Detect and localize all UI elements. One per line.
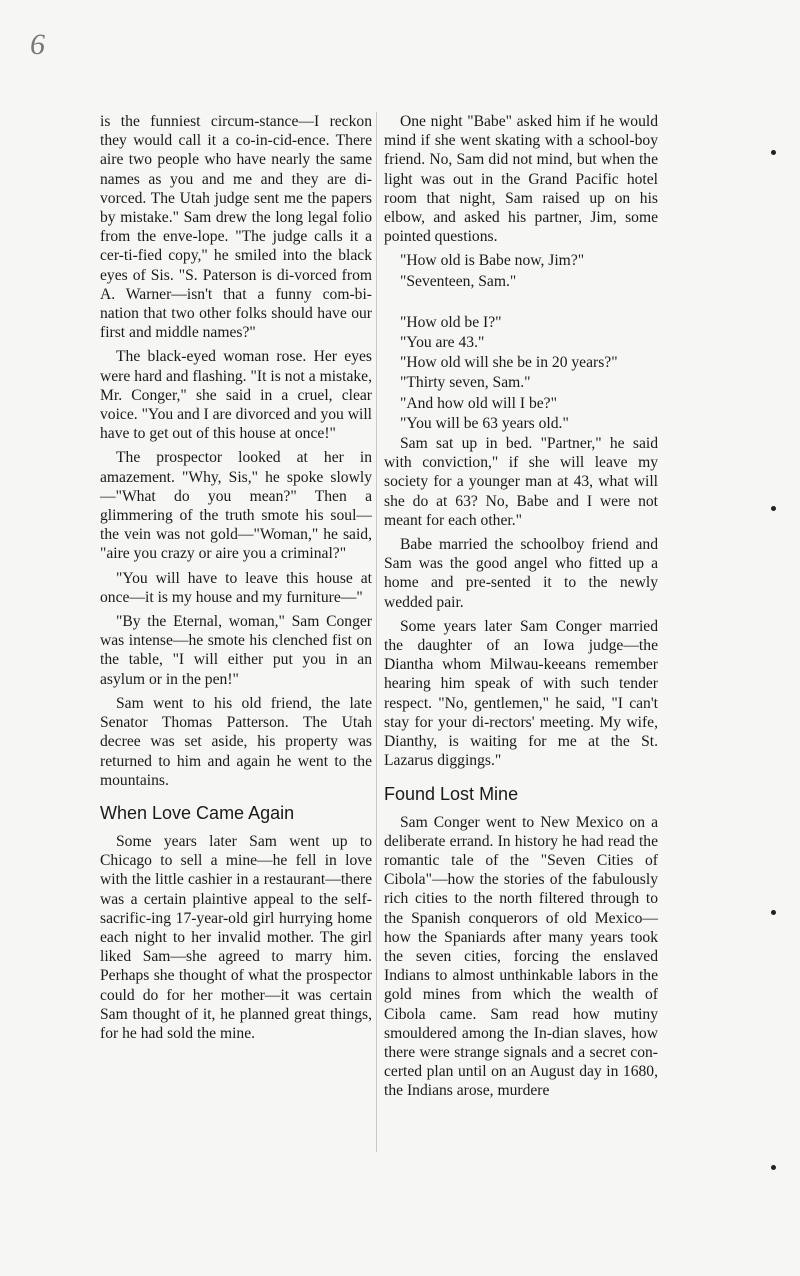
dialog-line: "You will be 63 years old." — [400, 414, 569, 432]
scan-speck — [771, 910, 776, 915]
article-paragraph: "By the Eternal, woman," Sam Conger was intense—he smote his clenched fist on the table, "I will either put you in an asylum or in the pen!" — [100, 613, 372, 688]
scan-speck — [771, 150, 776, 155]
article-paragraph: Sam Conger went to New Mexico on a deliberate errand. In history he had read the romantic tale of the "Seven Cities of Cibola"—how the stories of the fabulously rich cities to the north filtered through to the Spanish conquerors of old Mexico—how the Spaniards after many years took the seven cities, forcing the enslaved Indians to almost unthinkable labors in the gold mines from which the wealth of Cibola came. Sam read how mutiny smouldered among the In-dian slaves, how there were strange signals and a secret con-certed plan until on an August day in 1680, the Indians arose, murdere — [384, 813, 658, 1100]
section-heading: Found Lost Mine — [384, 783, 519, 804]
article-paragraph: Sam went to his old friend, the late Senator Thomas Patterson. The Utah decree was set aside, his property was returned to him and again he went to the mountains. — [100, 694, 372, 789]
right-column — [384, 112, 658, 1106]
article-paragraph: Some years later Sam Conger married the daughter of an Iowa judge—the Diantha whom Milwau-keeans remember hearing him speak of with such tender respect. "No, gentlemen," he said, "I can't stay for your di-rectors' meeting. My wife, Dianthy, is waiting for me at the St. Lazarus diggings." — [384, 617, 658, 770]
left-column — [100, 112, 372, 1048]
scan-speck — [771, 1165, 776, 1170]
scan-speck — [771, 506, 776, 511]
dialog-line: "Seventeen, Sam." — [400, 272, 517, 290]
article-paragraph: Some years later Sam went up to Chicago to sell a mine—he fell in love with the little cashier in a restaurant—there was a certain plaintive appeal to the self-sacrific-ing 17-year-old girl hurrying home each night to her invalid mother. The girl liked Sam—she agreed to marry him. Perhaps she thought of what the prospector could do for her mother—it was certain Sam thought of it, he planned great things, for he had sold the mine. — [100, 832, 372, 1042]
article-paragraph: The prospector looked at her in amazement. "Why, Sis," he spoke slowly—"What do you mean?" Then a glimmering of the truth smote his soul—the vein was not gold—"Woman," he said, "aire you crazy or aire you a criminal?" — [100, 449, 372, 563]
dialog-line: "And how old will I be?" — [400, 394, 557, 412]
dialog-line: "How old is Babe now, Jim?" — [400, 252, 585, 270]
section-heading: When Love Came Again — [100, 802, 295, 823]
article-paragraph: Babe married the schoolboy friend and Sam was the good angel who fitted up a home and pre-sented it to the newly wedded pair. — [384, 536, 658, 611]
article-paragraph: One night "Babe" asked him if he would mind if she went skating with a school-boy friend. No, Sam did not mind, but when the light was out in the Grand Pacific hotel room that night, Sam raised up on his elbow, and asked his partner, Jim, some pointed questions. — [384, 113, 658, 246]
column-divider — [376, 112, 377, 1152]
dialog-line: "You are 43." — [400, 334, 485, 352]
dialog-line: "Thirty seven, Sam." — [400, 374, 531, 392]
article-paragraph: The black-eyed woman rose. Her eyes were hard and flashing. "It is not a mistake, Mr. Conger," she said in a cruel, clear voice. "You and I are divorced and you will have to get out of this house at once!" — [100, 348, 372, 443]
dialog-line: "How old will she be in 20 years?" — [400, 354, 618, 372]
article-paragraph: "You will have to leave this house at once—it is my house and my furniture—" — [100, 569, 372, 606]
article-paragraph: is the funniest circum-stance—I reckon they would call it a co-in-cid-ence. There aire two people who have nearly the same names as you and me and they are di-vorced. The Utah judge sent me the papers by mistake." Sam drew the long legal folio from the enve-lope. "The judge calls it a cer-ti-fied copy," he smiled into the black eyes of Sis. "S. Paterson is di-vorced from A. Warner—isn't that a funny com-bi-nation that two other folks should have our first and middle names?" — [100, 113, 372, 342]
article-paragraph: Sam sat up in bed. "Partner," he said with conviction," if she will leave my society for a younger man at 43, what will she do at 63? No, Babe and I were not meant for each other." — [384, 435, 658, 529]
dialog-line: "How old be I?" — [400, 313, 502, 331]
page-number: 6 — [30, 28, 45, 61]
